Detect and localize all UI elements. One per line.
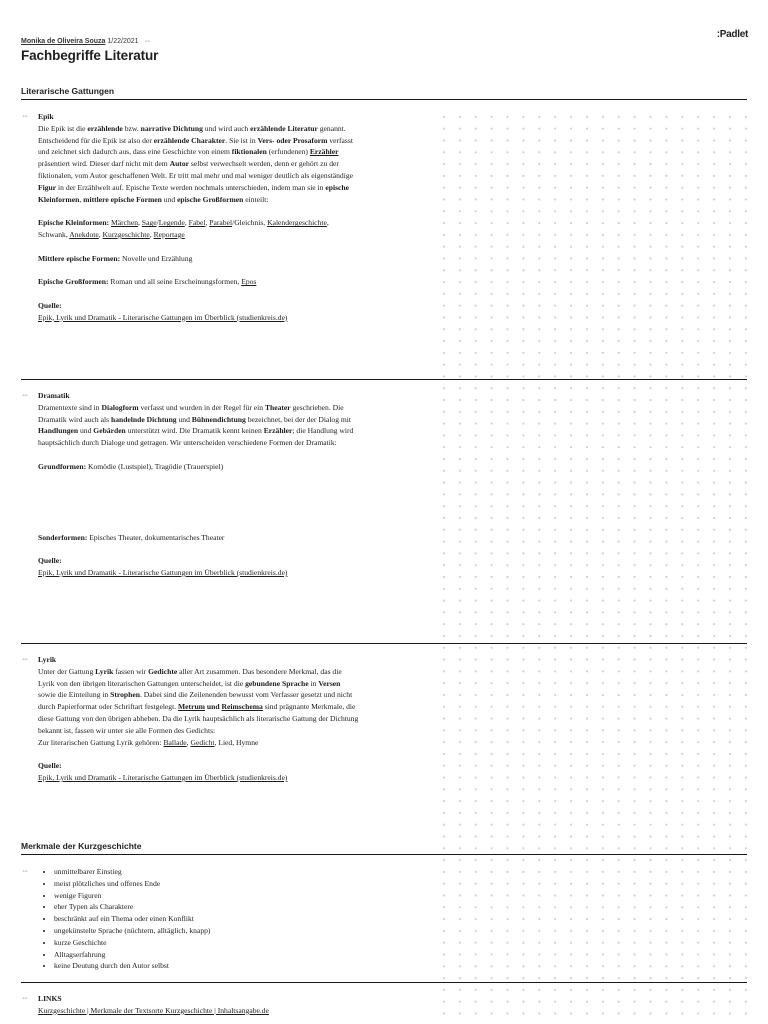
text-run: bzw.: [122, 123, 141, 133]
text-run: Komödie (Lustspiel), Tragödie (Trauerspiel): [86, 461, 224, 471]
text-run: Roman und all seine Erscheinungsformen,: [108, 277, 242, 287]
list-item: • Alltagserfahrung: [54, 949, 360, 961]
text-run: . Dabei sind die Zeilenenden bewusst vom Verfasser gesetzt und nicht durch Papierformat oder Schriftart festgelegt.: [38, 690, 353, 712]
text-run: ,: [205, 218, 210, 228]
text-run: geschrieben. Die Dramatik wird auch als: [38, 402, 344, 424]
bold-term: epische Kleinformen: [38, 182, 350, 204]
post-meta: [21, 36, 151, 45]
bold-term: Theater: [264, 402, 291, 412]
bold-term: narrative Dichtung: [140, 123, 203, 133]
inline-link[interactable]: Epos: [241, 277, 257, 287]
bold-term: Grundformen:: [38, 461, 87, 471]
bold-term: mittlere epische Formen: [83, 194, 162, 204]
section-title: Literarische Gattungen: [21, 86, 115, 96]
source-link[interactable]: Epik, Lyrik und Dramatik - Literarische Gattungen im Überblick (studienkreis.de): [38, 312, 288, 322]
section-heading-gattungen: [21, 85, 747, 100]
section-title: Merkmale der Kurzgeschichte: [21, 841, 142, 851]
text-run: und wird auch: [202, 123, 251, 133]
inline-link[interactable]: Anekdote: [69, 229, 99, 239]
padlet-logo[interactable]: :Padlet: [716, 29, 748, 40]
link-icon: ⇔: [21, 111, 29, 120]
source-link[interactable]: Epik, Lyrik und Dramatik - Literarische Gattungen im Überblick (studienkreis.de): [38, 772, 288, 782]
source-label: Quelle:: [38, 556, 62, 566]
text-run: ,: [149, 229, 154, 239]
text-run: Zur literarischen Gattung Lyrik gehören:: [38, 737, 164, 747]
inline-link[interactable]: Fabel: [188, 218, 206, 228]
inline-link[interactable]: Kurzgeschichte: [102, 229, 150, 239]
list-item: • keine Deutung durch den Autor selbst: [54, 960, 360, 972]
bold-term: Handlungen: [38, 426, 79, 436]
inline-link[interactable]: Parabel: [209, 218, 233, 228]
text-run: aller Art zusammen. Das besondere Merkmal, das die Lyrik von den übrigen literarischen Gattungen unterscheidet, ist die: [38, 666, 342, 688]
list-item: • beschränkt auf ein Thema oder einen Konflikt: [54, 913, 360, 925]
text-run: /: [156, 218, 159, 228]
bold-term: Sonderformen:: [38, 532, 88, 542]
text-run: ,: [138, 218, 142, 228]
bold-term: Strophen: [110, 690, 140, 700]
text-run: sowie die Einteilung in: [38, 690, 111, 700]
source-link[interactable]: Epik, Lyrik und Dramatik - Literarische Gattungen im Überblick (studienkreis.de): [38, 567, 288, 577]
link-icon: ⇔: [21, 390, 29, 399]
post-title: Lyrik: [38, 655, 57, 664]
inline-link[interactable]: Ballade: [163, 737, 187, 747]
text-run: Unter der Gattung: [38, 666, 96, 676]
text-run: in der Erzählwelt auf. Epische Texte werden nochmals unterschieden, indem man sie in: [56, 182, 326, 192]
post-paragraph-sonderformen: [38, 532, 360, 544]
text-run: fassen wir: [113, 666, 149, 676]
text-run: selbst verwechselt werden, denn er gehört zu der fiktionalen, vom Autor geschaffenen Welt. Er tritt mal mehr und mal weniger deutlich als eigenständige: [38, 159, 354, 180]
inline-link[interactable]: Reimschema: [221, 702, 263, 712]
section-heading-kurzgeschichte: [21, 840, 747, 855]
inline-link[interactable]: Erzähler: [309, 147, 339, 157]
merkmale-list: [38, 866, 360, 972]
inline-link[interactable]: Kalendergeschichte: [267, 218, 327, 228]
text-run: in: [308, 678, 319, 688]
text-run: ,: [98, 229, 103, 239]
post-paragraph-mittlere-formen: [38, 253, 360, 265]
text-run: Episches Theater, dokumentarisches Theater: [87, 532, 225, 542]
text-run: Novelle und Erzählung: [120, 253, 193, 263]
bold-term: Epische Kleinformen:: [38, 218, 110, 228]
text-run: /Gleichnis,: [232, 218, 268, 228]
bold-term: Lyrik: [95, 666, 114, 676]
inline-link[interactable]: Gedicht: [190, 737, 215, 747]
bold-term: Autor: [169, 159, 189, 169]
bold-term: fiktionalen: [231, 147, 267, 157]
text-run: sind prägnante Merkmale, die diese Gattung von den übrigen abheben. Da die Lyrik hauptsächlich als literarische Gattung der Dichtung bekannt ist, fassen wir unter sie alle Formen des Gedichts:: [38, 702, 359, 735]
bold-term: Figur: [38, 182, 57, 192]
list-item: • meist plötzliches und offenes Ende: [54, 878, 360, 890]
bold-term: epische Großformen: [177, 194, 244, 204]
inline-link[interactable]: Legende: [158, 218, 185, 228]
post-paragraph-intro: [38, 123, 360, 206]
inline-link[interactable]: Sage: [141, 218, 157, 228]
text-run: , Schwank,: [38, 218, 329, 239]
text-run: . Sie ist in: [225, 135, 258, 145]
bold-term: Erzähler: [263, 426, 293, 436]
divider: [21, 379, 747, 380]
list-item: • ungekünstelte Sprache (nüchtern, alltäglich, knapp): [54, 925, 360, 937]
link-icon: ⇔: [143, 36, 152, 45]
text-run: unterstützt wird. Die Dramatik kennt keinen: [125, 426, 264, 436]
bold-term: gebundene Sprache: [245, 678, 309, 688]
post-paragraph-gattung-list: [38, 737, 360, 749]
text-run: und: [161, 194, 178, 204]
bold-term: handelnde Dichtung: [110, 414, 177, 424]
divider: [21, 982, 747, 983]
bold-term: Gebärden: [93, 426, 126, 436]
inline-link[interactable]: Metrum: [178, 702, 206, 712]
list-item: • kurze Geschichte: [54, 937, 360, 949]
text-run: verfasst und zeichnet sich dadurch aus, dass eine Geschichte von einem: [38, 135, 353, 157]
divider: [21, 643, 747, 644]
text-run: ,: [186, 737, 191, 747]
post-paragraph-intro: [38, 402, 360, 449]
date-label: 1/22/2021: [107, 38, 139, 45]
bold-term: Versen: [318, 678, 341, 688]
bold-term: erzählende: [87, 123, 123, 133]
text-run: Dramentexte sind in: [38, 402, 102, 412]
list-item: • unmittelbarer Einstieg: [54, 866, 360, 878]
external-link[interactable]: Kurzgeschichte | Merkmale der Textsorte Kurzgeschichte | Inhaltsangabe.de: [38, 1005, 269, 1015]
bold-term: erzählende Charakter: [153, 135, 226, 145]
bold-term: Dialogform: [101, 402, 139, 412]
text-run: und: [176, 414, 192, 424]
text-run: ; die Handlung wird hauptsächlich durch Dialoge und getragen. Wir unterscheiden verschiedene Formen der Dramatik:: [38, 426, 354, 448]
bold-term: Gedichte: [148, 666, 178, 676]
text-run: ,: [79, 194, 84, 204]
page-title: Fachbegriffe Literatur: [21, 48, 159, 63]
post-paragraph-grundformen: [38, 461, 360, 473]
bold-term: erzählende Literatur: [250, 123, 318, 133]
inline-link[interactable]: Märchen: [111, 218, 138, 228]
text-run: (erfundenen): [266, 147, 310, 157]
post-title: LINKS: [38, 994, 62, 1003]
text-run: präsentiert wird. Dieser darf nicht mit dem: [38, 159, 170, 169]
post-paragraph-grossformen: [38, 276, 360, 288]
text-run: und: [78, 426, 94, 436]
source-label: Quelle:: [38, 300, 62, 310]
page-header: [21, 29, 748, 76]
inline-link[interactable]: Reportage: [153, 229, 185, 239]
text-run: genannt. Entscheidend für die Epik ist also der: [38, 123, 346, 145]
link-icon: ⇔: [21, 654, 29, 663]
bold-term: Bühnendichtung: [191, 414, 246, 424]
text-run: verfasst und wurden in der Regel für ein: [138, 402, 265, 412]
text-run: einteilt:: [243, 194, 269, 204]
author-link[interactable]: Monika de Oliveira Souza: [21, 38, 106, 45]
text-run: , Lied, Hymne: [214, 737, 259, 747]
list-item: • eher Typen als Charaktere: [54, 901, 360, 913]
list-item: • wenige Figuren: [54, 890, 360, 902]
post-title: Epik: [38, 112, 54, 121]
bold-term: und: [206, 702, 220, 712]
post-paragraph-kleinformen: [38, 217, 360, 241]
bold-term: Epische Großformen:: [38, 277, 109, 287]
text-run: bezeichnet, bei der der Dialog mit: [245, 414, 352, 424]
post-paragraph-intro: [38, 666, 360, 737]
text-run: Die Epik ist die: [38, 123, 88, 133]
dot-grid-background: [433, 110, 751, 1024]
text-run: ,: [184, 218, 189, 228]
post-title: Dramatik: [38, 391, 70, 400]
bold-term: Mittlere epische Formen:: [38, 253, 121, 263]
bold-term: Vers- oder Prosaform: [257, 135, 328, 145]
link-icon: ⇔: [21, 866, 29, 875]
link-icon: ⇔: [21, 993, 29, 1002]
source-label: Quelle:: [38, 761, 62, 771]
